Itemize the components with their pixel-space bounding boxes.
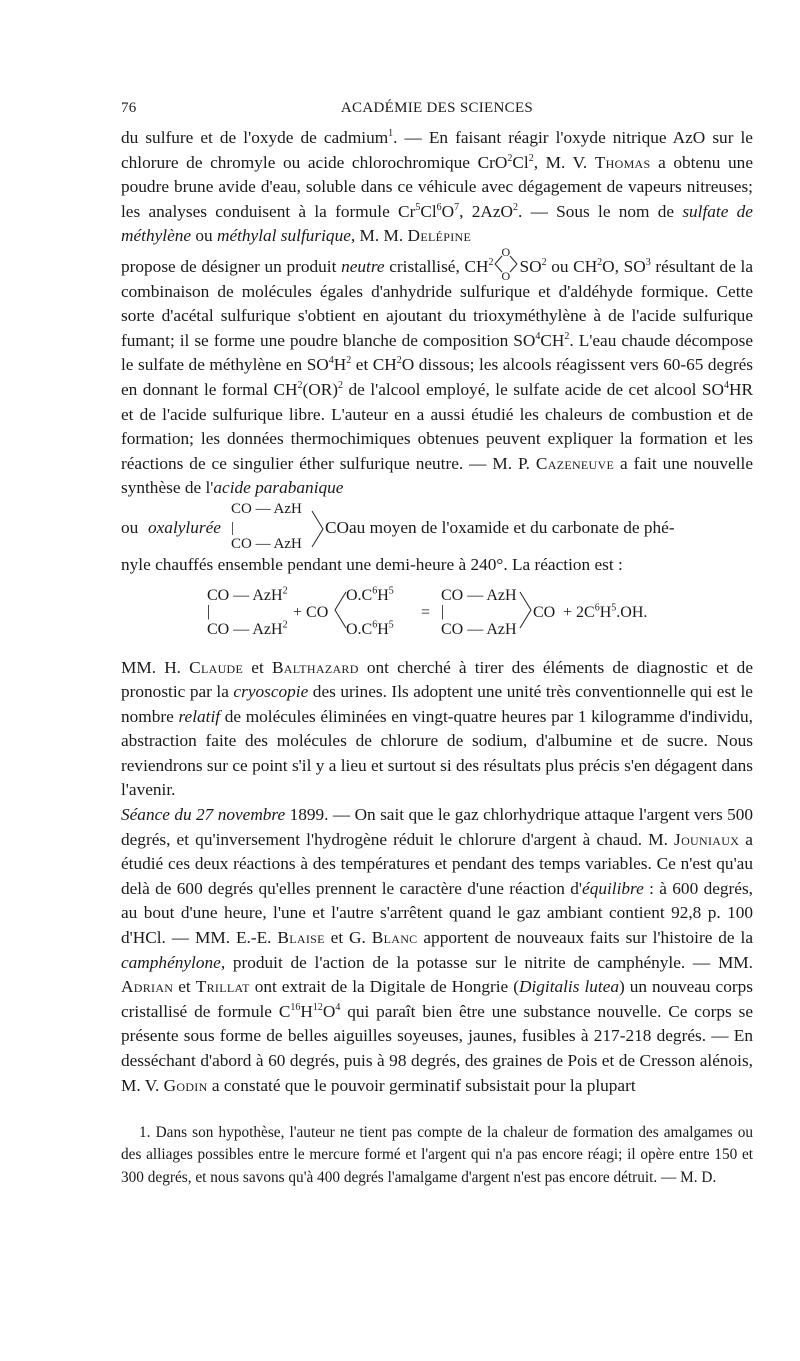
author-name: Balthazard xyxy=(271,657,359,677)
author-name: Claude xyxy=(189,657,244,677)
reaction-equation: CO — AzH$^2$ | CO — AzH$^2$ + CO $O.C^6H^5$ $O.C^6H^5$ = CO — AzH | CO — AzH CO + $2C^6H^5.OH$. xyxy=(207,585,648,638)
running-title: ACADÉMIE DES SCIENCES xyxy=(340,100,534,116)
author-name: Thomas xyxy=(594,152,651,172)
article-body xyxy=(121,126,753,1098)
footnote-text: Dans son hypothèse, l'auteur ne tient pas compte de la chaleur de formation des amalgames ou des alliages possibles entre le mercure formé et l'argent qui n'a pas encore réagi; il opère entre 150 et 300 degrés, et nous savons qu'à 400 degrés l'amalgame d'argent n'est pas encore détruit. — M. D. xyxy=(121,1124,753,1186)
page xyxy=(121,100,753,1189)
paragraph-2: propose de désigner un produit neutre cristallisé, $CH^2$ O O $SO^2$ ou $CH^2O$, $SO^3$ résultant de la combinaison de molécules égales d'anhydride sulfurique et d'aldéhyde formique. Cette sorte d'acétal sulfurique s'obtient en ajoutant du trioxyméthylène à de l'acide sulfurique fumant; il se forme une poudre blanche de composition $SO^4CH^2$. L'eau chaude décompose le sulfate de méthylène en $SO^4H^2$ et $CH^2O$ dissous; les alcools réagissent vers 60-65 degrés en donnant le formal $CH^2(OR)^2$ de l'alcool employé, le sulfate acide de cet alcool $SO^4HR$ et de l'acide sulfurique libre. L'auteur en a aussi étudié les chaleurs de combustion et de formation; les données thermochimiques obtenues peuvent expliquer la formation et les réactions de ce singulier éther sulfurique neutre. — M. P. Cazeneuve a fait une nouvelle synthèse de l'acide parabanique xyxy=(121,244,754,498)
bracket-lines xyxy=(519,590,533,630)
paragraph-1: du sulfure et de l'oxyde de cadmium$^1$. — En faisant réagir l'oxyde nitrique AzO sur le chlorure de chromyle ou acide chlorochromique CrO$^2$Cl$^2$, M. V. Thomas a obtenu une poudre brune avide d'eau, soluble dans ce véhicule avec dégagement de vapeurs nitreuses; les analyses conduisent à la formule $Cr^5Cl^6O^7$, 2AzO$^2$. — Sous le nom de sulfate de méthylène ou méthylal sulfurique, M. M. Delépine xyxy=(121,128,753,246)
bracket-lines xyxy=(333,590,347,630)
paragraph-4: MM. H. Claude et Balthazard ont cherché à tirer des éléments de diagnostic et de pronostic par la cryoscopie des urines. Ils adoptent une unité très conventionnelle qui est le nombre relatif de molécules éliminées en vingt-quatre heures par 1 kilogramme d'individu, abstraction faite des molécules de chlorure de sodium, d'albumine et de sucre. Nous reviendrons sur ce point s'il y a lieu et surtout si des résultats plus précis s'en dégagent dans l'avenir. xyxy=(121,657,754,800)
paragraph-5: Séance du 27 novembre 1899. — On sait que le gaz chlorhydrique attaque l'argent vers 500 degrés, et qu'inversement l'hydrogène réduit le chlorure d'argent à chaud. M. Jouniaux a étudié ces deux réactions à des températures et pendant des temps variables. Ce n'est qu'au delà de 600 degrés qu'elles prennent le caractère d'une réaction d'équilibre : à 600 degrés, au bout d'une heure, l'une et l'autre s'arrêtent quand le gaz ambiant contient 92,8 p. 100 d'HCl. — MM. E.-E. Blaise et G. Blanc apportent de nouveaux faits sur l'histoire de la camphénylone, produit de l'action de la potasse sur le nitrite de camphényle. — MM. Adrian et Trillat ont extrait de la Digitale de Hongrie (Digitalis lutea) un nouveau corps cristallisé de formule $C^{16}H^{12}O^4$ qui paraît bien être une substance nouvelle. Ce corps se présente sous forme de belles aiguilles soyeuses, jaunes, fusibles à 217-218 degrés. — En desséchant d'abord à 60 degrés, puis à 98 degrés, des graines de Pois et de Cresson alénois, M. V. Godin a constaté que le pouvoir germinatif subsistait pour la plupart xyxy=(121,805,754,1095)
footnote-ref: 1 xyxy=(388,128,394,140)
author-name: Jouniaux xyxy=(674,829,740,849)
ring-formula: O O xyxy=(493,256,519,276)
page-number: 76 xyxy=(121,100,137,116)
author-name: Adrian xyxy=(121,977,174,997)
author-name: Delépine xyxy=(407,226,472,246)
author-name: Trillat xyxy=(195,977,250,997)
footnote-marker: 1. xyxy=(139,1124,151,1142)
running-header xyxy=(121,100,753,126)
author-name: Godin xyxy=(163,1075,208,1095)
author-name: Cazeneuve xyxy=(535,453,615,473)
oxalyluree-formula-line: ou oxalylurée CO — AzH | CO — AzH CO au moyen de l'oxamide et du carbonate de phé- xyxy=(121,500,675,552)
author-name: Blaise xyxy=(277,928,325,948)
paragraph-3-cont: nyle chauffés ensemble pendant une demi-heure à 240°. La réaction est : xyxy=(121,554,623,574)
bracket-lines xyxy=(311,509,325,549)
author-name: Blanc xyxy=(371,928,418,948)
footnote xyxy=(121,1122,753,1189)
footnote-spacer xyxy=(121,1098,753,1122)
